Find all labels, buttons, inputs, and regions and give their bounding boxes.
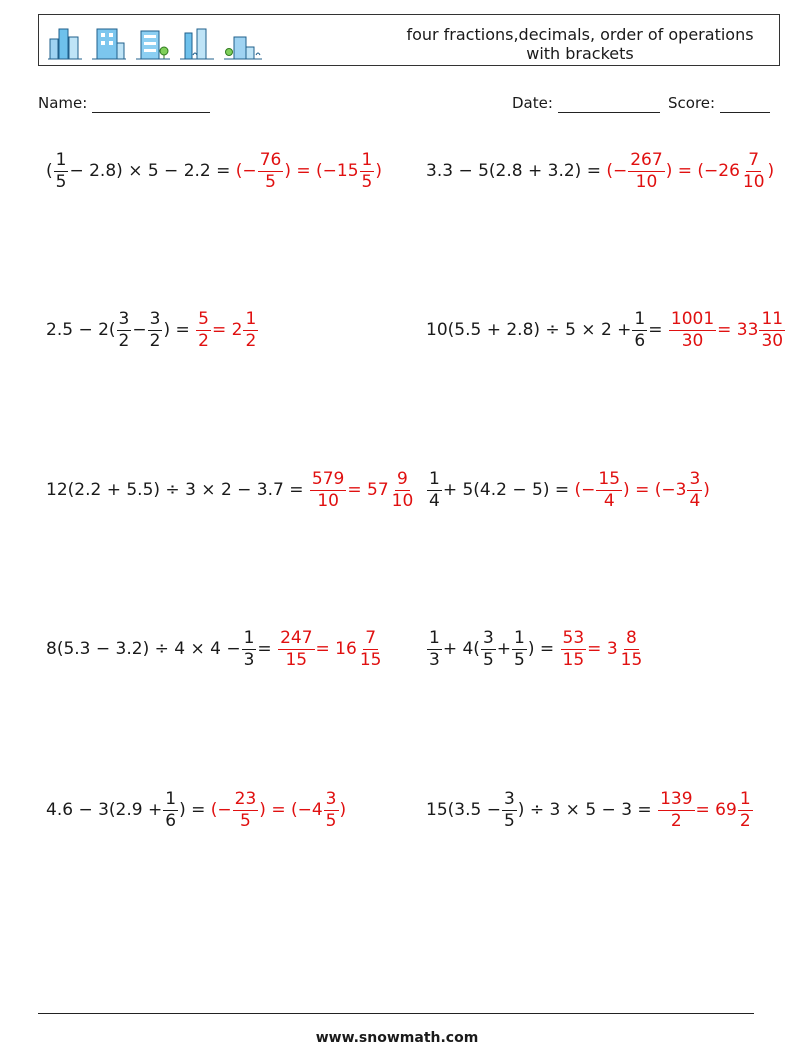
worksheet-title xyxy=(395,25,765,63)
problem-2: 3.3 − 5(2.8 + 3.2) = (− $\frac{267}{10}$ ) = (−26 $\frac{7}{10}$ ) xyxy=(426,149,775,192)
problem-9: 4.6 − 3(2.9 + $\frac{1}{6}$ ) = (− $\frac{23}{5}$ ) = (−4 $\frac{3}{5}$ ) xyxy=(46,788,347,831)
office-building-icon xyxy=(91,25,127,61)
date-line[interactable] xyxy=(558,94,660,113)
footer-divider xyxy=(38,1013,754,1014)
house-tree-icon xyxy=(223,25,263,61)
header-box xyxy=(38,14,780,66)
tower-icon xyxy=(179,25,215,61)
score-label: Score: xyxy=(668,94,716,112)
problem-3: 2.5 − 2( $\frac{3}{2}$ − $\frac{3}{2}$ ) = $\frac{5}{2}$ = 2 $\frac{1}{2}$ xyxy=(46,308,257,351)
name-field[interactable] xyxy=(38,94,210,113)
problem-4: 10(5.5 + 2.8) ÷ 5 × 2 + $\frac{1}{6}$ = $\frac{1001}{30}$ = 33 $\frac{11}{30}$ xyxy=(426,308,784,351)
title-line-2: with brackets xyxy=(526,44,634,63)
problem-6: $\frac{1}{4}$ + 5(4.2 − 5) = (− $\frac{15}{4}$ ) = (−3 $\frac{3}{4}$ ) xyxy=(429,468,710,511)
apartment-building-icon xyxy=(135,25,171,61)
problem-10: 15(3.5 − $\frac{3}{5}$ ) ÷ 3 × 5 − 3 = $\frac{139}{2}$ = 69 $\frac{1}{2}$ xyxy=(426,788,751,831)
problem-8: $\frac{1}{3}$ + 4( $\frac{3}{5}$ + $\frac{1}{5}$ ) = $\frac{53}{15}$ = 3 $\frac{8}{15}$ xyxy=(429,627,643,670)
date-label: Date: xyxy=(512,94,553,112)
score-field[interactable] xyxy=(668,94,770,113)
name-label: Name: xyxy=(38,94,88,112)
score-line[interactable] xyxy=(720,94,770,113)
problem-5: 12(2.2 + 5.5) ÷ 3 × 2 − 3.7 = $\frac{579}{10}$ = 57 $\frac{9}{10}$ xyxy=(46,468,414,511)
title-line-1: four fractions,decimals, order of operations xyxy=(406,25,754,44)
header-icons xyxy=(47,21,263,61)
date-field[interactable] xyxy=(512,94,660,113)
name-line[interactable] xyxy=(92,94,210,113)
problem-1: ( $\frac{1}{5}$ − 2.8) × 5 − 2.2 = (− $\frac{76}{5}$ ) = (−15 $\frac{1}{5}$ ) xyxy=(46,149,382,192)
city-buildings-icon xyxy=(47,25,83,61)
footer-url[interactable]: www.snowmath.com xyxy=(315,1030,479,1046)
problem-7: 8(5.3 − 3.2) ÷ 4 × 4 − $\frac{1}{3}$ = $\frac{247}{15}$ = 16 $\frac{7}{15}$ xyxy=(46,627,382,670)
